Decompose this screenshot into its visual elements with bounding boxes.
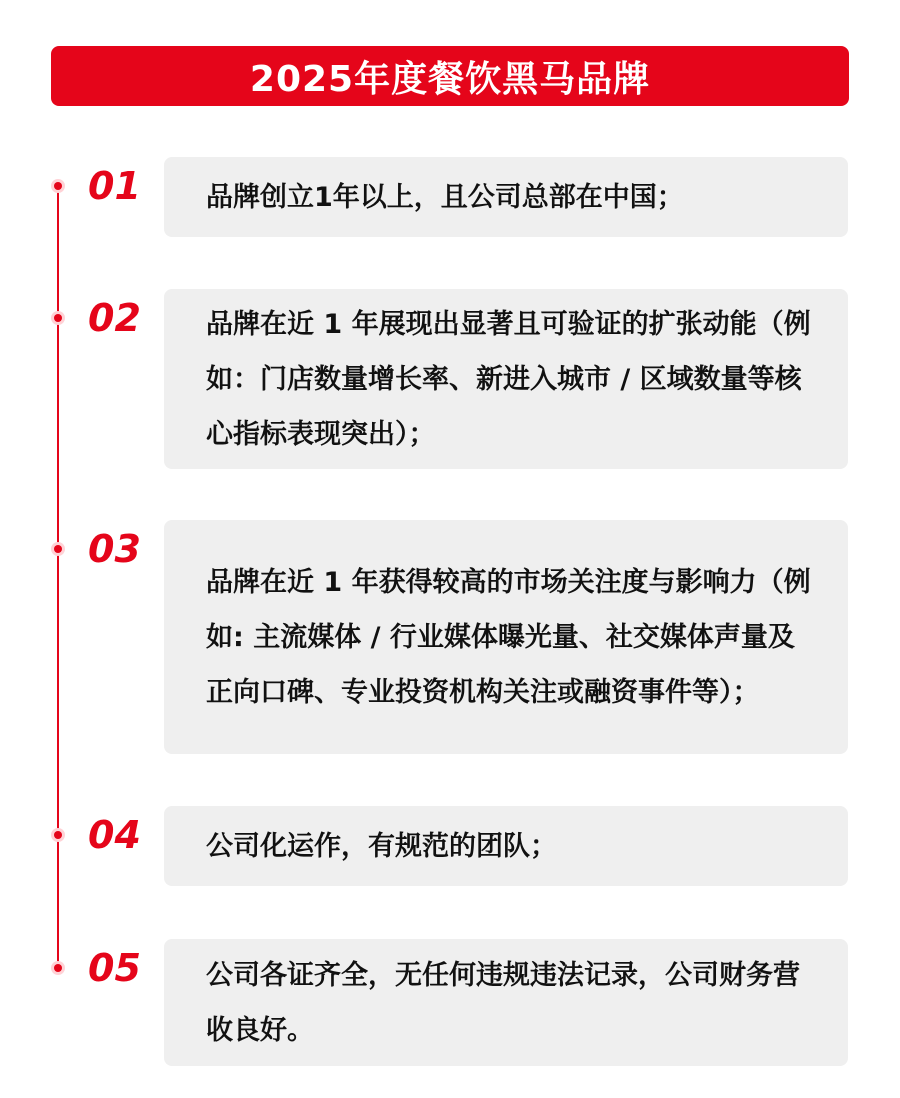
title-banner [51, 46, 849, 106]
item-number: 02 [88, 296, 141, 340]
criteria-card [164, 939, 848, 1066]
criteria-text: 公司化运作，有规范的团队； [206, 830, 557, 862]
criteria-text: 公司各证齐全，无任何违规违法记录，公司财务营收良好。 [206, 959, 800, 1046]
item-number: 01 [88, 164, 141, 208]
criteria-card [164, 289, 848, 469]
item-number: 04 [88, 813, 141, 857]
timeline-dot [51, 311, 65, 325]
timeline-dot [51, 179, 65, 193]
criteria-text: 品牌在近 1 年获得较高的市场关注度与影响力（例如: 主流媒体 / 行业媒体曝光量、社交媒体声量及正向口碑、专业投资机构关注或融资事件等）； [206, 566, 811, 708]
criteria-text: 品牌创立1年以上，且公司总部在中国； [206, 181, 684, 213]
criteria-card [164, 806, 848, 886]
timeline-line [57, 186, 59, 968]
criteria-card [164, 520, 848, 754]
criteria-card [164, 157, 848, 237]
timeline-dot [51, 961, 65, 975]
item-number: 03 [88, 527, 141, 571]
page-title: 2025年度餐饮黑马品牌 [249, 58, 651, 100]
item-number: 05 [88, 946, 141, 990]
timeline-dot [51, 828, 65, 842]
timeline-dot [51, 542, 65, 556]
criteria-text: 品牌在近 1 年展现出显著且可验证的扩张动能（例如：门店数量增长率、新进入城市 / 区域数量等核心指标表现突出）； [206, 308, 811, 450]
